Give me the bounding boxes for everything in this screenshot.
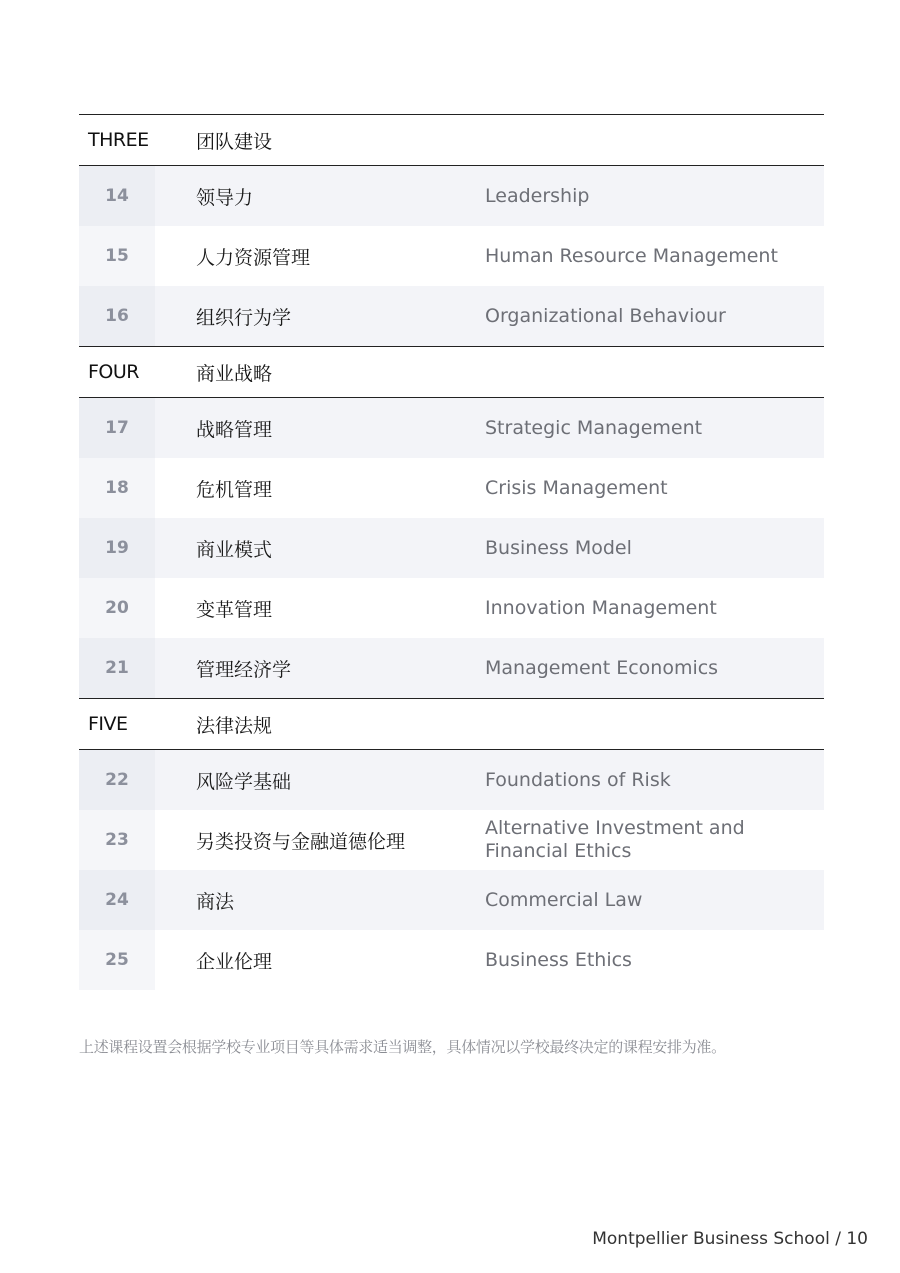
section-header bbox=[79, 114, 824, 166]
section-header bbox=[79, 698, 824, 750]
course-name-cn: 另类投资与金融道德伦理 bbox=[196, 830, 406, 853]
course-name-cn: 人力资源管理 bbox=[196, 246, 311, 269]
course-name-cn: 战略管理 bbox=[196, 418, 273, 441]
course-row bbox=[79, 518, 824, 578]
section-title: 团队建设 bbox=[196, 130, 273, 153]
course-row bbox=[79, 810, 824, 870]
course-number: 25 bbox=[79, 930, 155, 990]
course-row bbox=[79, 286, 824, 346]
course-name-en: Business Model bbox=[485, 536, 632, 559]
course-number: 23 bbox=[79, 810, 155, 870]
course-number: 21 bbox=[79, 638, 155, 698]
course-name-cn: 变革管理 bbox=[196, 598, 273, 621]
course-name-cn: 领导力 bbox=[196, 186, 254, 209]
section-title: 商业战略 bbox=[196, 362, 273, 385]
course-number: 22 bbox=[79, 750, 155, 810]
course-number: 18 bbox=[79, 458, 155, 518]
course-row bbox=[79, 638, 824, 698]
course-row bbox=[79, 578, 824, 638]
course-name-cn: 风险学基础 bbox=[196, 770, 292, 793]
course-name-en: Leadership bbox=[485, 184, 590, 207]
section-code: THREE bbox=[88, 129, 149, 151]
course-name-cn: 管理经济学 bbox=[196, 658, 292, 681]
course-number: 15 bbox=[79, 226, 155, 286]
course-name-en: Innovation Management bbox=[485, 596, 717, 619]
section-title: 法律法规 bbox=[196, 714, 273, 737]
course-number: 24 bbox=[79, 870, 155, 930]
course-row bbox=[79, 398, 824, 458]
course-name-en: Management Economics bbox=[485, 656, 719, 679]
course-name-en: Alternative Investment and Financial Ethics bbox=[485, 817, 745, 862]
course-name-cn: 危机管理 bbox=[196, 478, 273, 501]
course-number: 17 bbox=[79, 398, 155, 458]
course-row bbox=[79, 750, 824, 810]
course-name-cn: 商业模式 bbox=[196, 538, 273, 561]
course-row bbox=[79, 930, 824, 990]
course-name-cn: 商法 bbox=[196, 890, 235, 913]
course-name-en: Commercial Law bbox=[485, 888, 643, 911]
footnote: 上述课程设置会根据学校专业项目等具体需求适当调整，具体情况以学校最终决定的课程安排为准。 bbox=[79, 1038, 726, 1056]
course-row bbox=[79, 458, 824, 518]
course-name-en: Strategic Management bbox=[485, 416, 703, 439]
course-name-en: Business Ethics bbox=[485, 948, 632, 971]
course-number: 19 bbox=[79, 518, 155, 578]
course-row bbox=[79, 870, 824, 930]
course-number: 20 bbox=[79, 578, 155, 638]
course-table bbox=[79, 114, 824, 990]
course-number: 14 bbox=[79, 166, 155, 226]
course-row bbox=[79, 226, 824, 286]
page-footer: Montpellier Business School / 10 bbox=[592, 1229, 868, 1249]
course-name-en: Organizational Behaviour bbox=[485, 304, 726, 327]
section-header bbox=[79, 346, 824, 398]
course-name-en: Foundations of Risk bbox=[485, 768, 671, 791]
course-number: 16 bbox=[79, 286, 155, 346]
course-name-cn: 组织行为学 bbox=[196, 306, 292, 329]
course-name-en: Crisis Management bbox=[485, 476, 668, 499]
course-name-en: Human Resource Management bbox=[485, 244, 778, 267]
course-row bbox=[79, 166, 824, 226]
section-code: FIVE bbox=[88, 713, 128, 735]
section-code: FOUR bbox=[88, 361, 139, 383]
course-name-cn: 企业伦理 bbox=[196, 950, 273, 973]
